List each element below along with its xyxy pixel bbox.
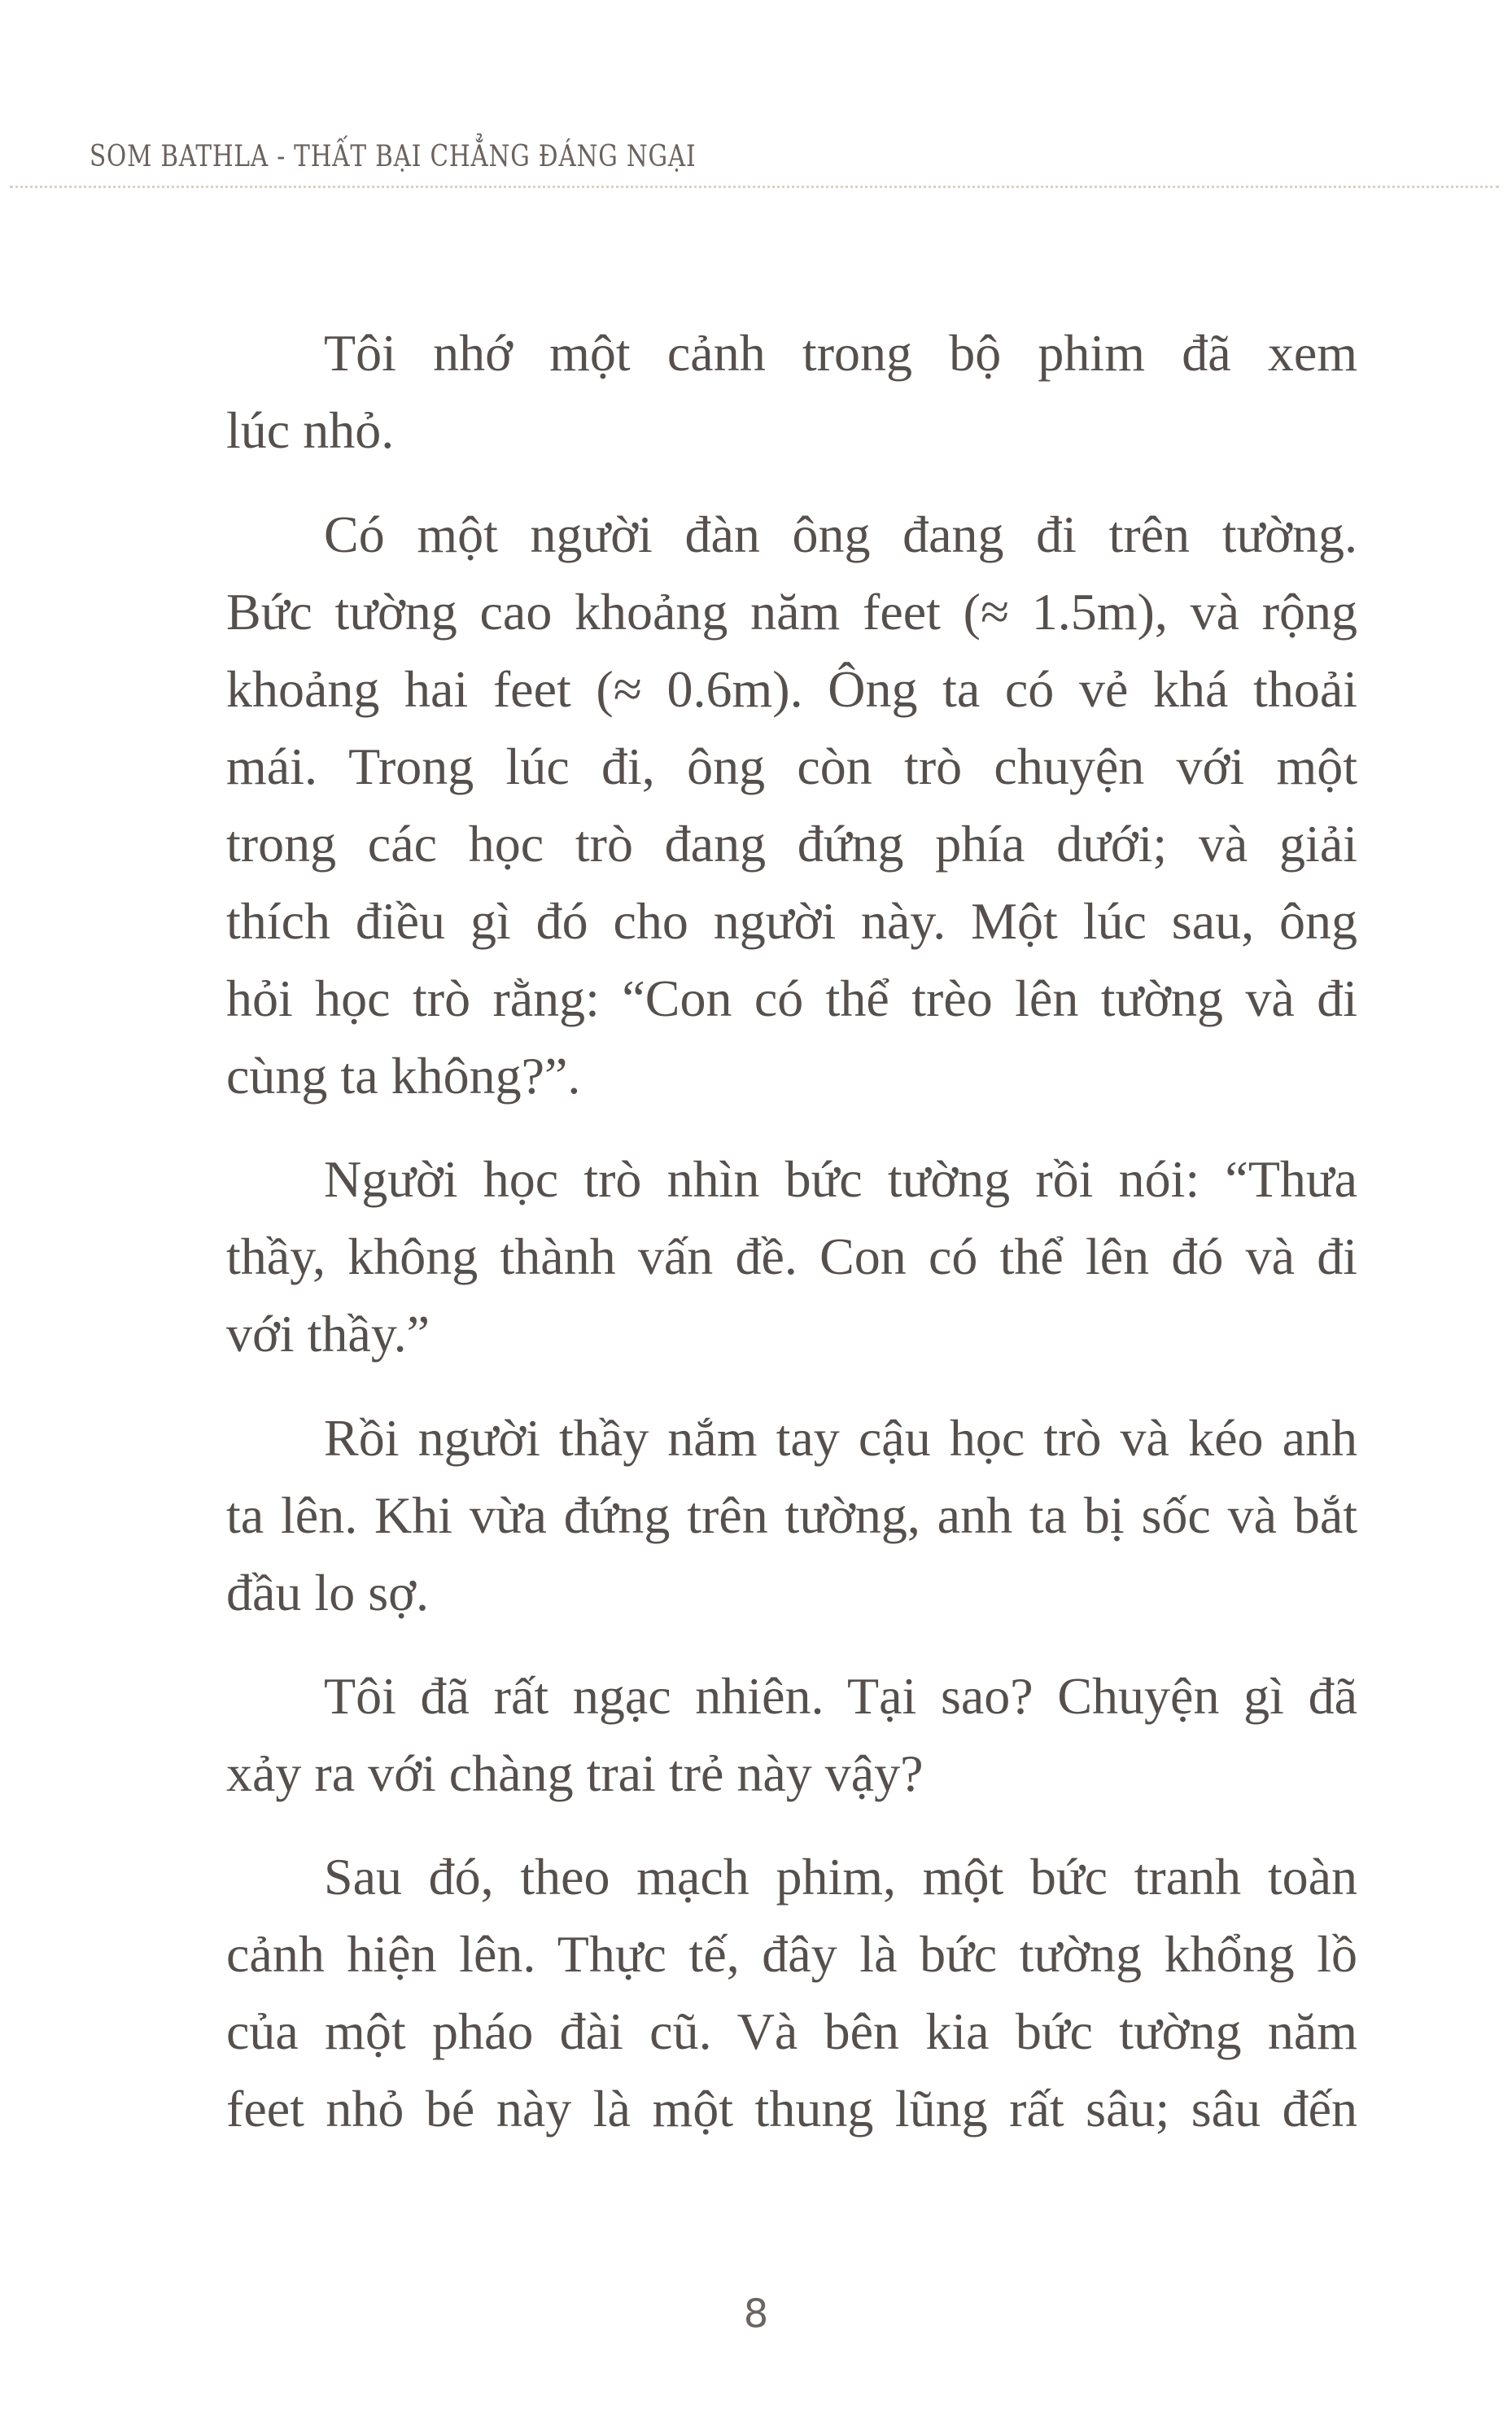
text-line: Bức tường cao khoảng năm feet (≈ 1.5m), và rộng [226, 583, 1357, 641]
text-line: Có một người đàn ông đang đi trên tường. [324, 505, 1357, 563]
header-divider [10, 186, 1499, 188]
text-line: mái. Trong lúc đi, ông còn trò chuyện với một [226, 737, 1357, 795]
text-line: Người học trò nhìn bức tường rồi nói: “Thưa [324, 1150, 1357, 1208]
text-line: với thầy.” [226, 1305, 430, 1363]
text-line: trong các học trò đang đứng phía dưới; và giải [226, 815, 1357, 873]
text-line: khoảng hai feet (≈ 0.6m). Ông ta có vẻ khá thoải [226, 660, 1357, 718]
text-line: ta lên. Khi vừa đứng trên tường, anh ta bị sốc và bắt [226, 1486, 1357, 1544]
text-line: thầy, không thành vấn đề. Con có thể lên đó và đi [226, 1227, 1357, 1285]
page-number: 8 [743, 2291, 769, 2337]
text-line: Rồi người thầy nắm tay cậu học trò và kéo anh [324, 1409, 1357, 1467]
text-line: cùng ta không?”. [226, 1047, 581, 1105]
text-line: hỏi học trò rằng: “Con có thể trèo lên tường và đi [226, 969, 1357, 1027]
text-line: feet nhỏ bé này là một thung lũng rất sâu; sâu đến [226, 2080, 1357, 2138]
text-line: Tôi nhớ một cảnh trong bộ phim đã xem [324, 324, 1357, 382]
text-line: đầu lo sợ. [226, 1564, 429, 1621]
text-line: cảnh hiện lên. Thực tế, đây là bức tường khổng lồ [226, 1925, 1357, 1983]
text-line: lúc nhỏ. [226, 401, 395, 459]
text-line: xảy ra với chàng trai trẻ này vậy? [226, 1744, 924, 1802]
text-line: của một pháo đài cũ. Và bên kia bức tường năm [226, 2002, 1357, 2060]
text-line: Sau đó, theo mạch phim, một bức tranh toàn [324, 1848, 1357, 1906]
text-line: thích điều gì đó cho người này. Một lúc sau, ông [226, 892, 1357, 950]
running-header: SOM BATHLA - THẤT BẠI CHẲNG ĐÁNG NGẠI [90, 140, 697, 173]
text-line: Tôi đã rất ngạc nhiên. Tại sao? Chuyện gì đã [324, 1667, 1357, 1725]
